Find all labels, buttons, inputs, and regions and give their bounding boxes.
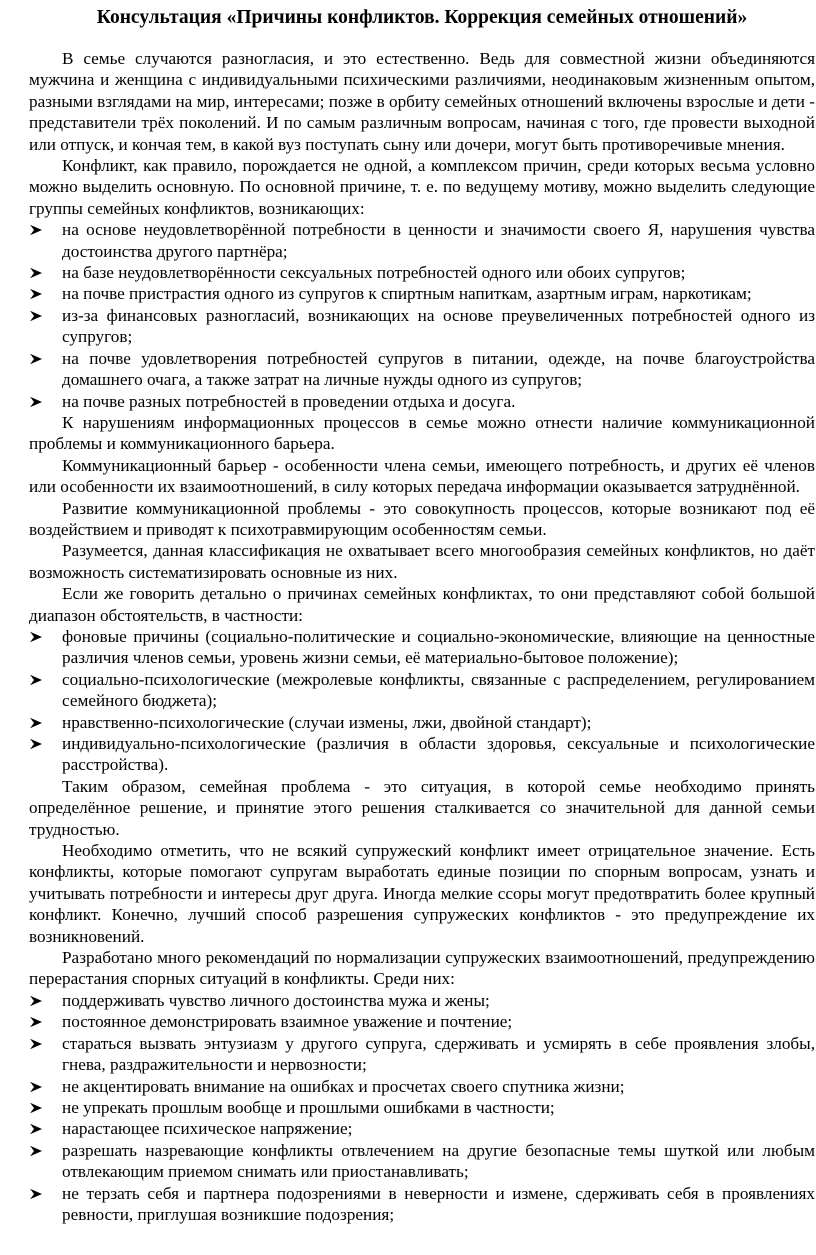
list-item-text: на почве пристрастия одного из супругов к спиртным напиткам, азартным играм, наркотикам; xyxy=(62,284,752,304)
arrowhead-bullet-icon xyxy=(29,1011,45,1032)
arrowhead-bullet-icon xyxy=(29,1033,45,1054)
list-item-text: нравственно-психологические (случаи измены, лжи, двойной стандарт); xyxy=(62,712,592,732)
arrowhead-bullet-icon xyxy=(29,733,45,754)
paragraph: Развитие коммуникационной проблемы - это совокупность процессов, которые возникают под её воздействием и приводят к психотравмирующим особенностям семьи. xyxy=(29,498,815,539)
list-item xyxy=(29,305,815,348)
list-item-text: фоновые причины (социально-политические и социально-экономические, влияющие на ценностные различия членов семьи, уровень жизни семьи, её материально-бытовое положение); xyxy=(62,626,815,668)
list-item-text: поддерживать чувство личного достоинства мужа и жены; xyxy=(62,990,490,1010)
list-item-text: не упрекать прошлым вообще и прошлыми ошибками в частности; xyxy=(62,1097,555,1117)
list-item-text: не акцентировать внимание на ошибках и просчетах своего спутника жизни; xyxy=(62,1076,625,1096)
list-item-text: нарастающее психическое напряжение; xyxy=(62,1119,353,1139)
list-item xyxy=(29,1140,815,1183)
list-item-text: социально-психологические (межролевые конфликты, связанные с распределением, регулированием семейного бюджета); xyxy=(62,669,815,711)
arrowhead-bullet-icon xyxy=(29,348,45,369)
list-item xyxy=(29,1097,815,1118)
bullet-list xyxy=(29,219,815,412)
arrowhead-bullet-icon xyxy=(29,305,45,326)
page-title: Консультация «Причины конфликтов. Коррекция семейных отношений» xyxy=(96,7,748,28)
paragraph: К нарушениям информационных процессов в семье можно отнести наличие коммуникационной проблемы и коммуникационного барьера. xyxy=(29,412,815,454)
list-item-text: индивидуально-психологические (различия в области здоровья, сексуальные и психологические расстройства). xyxy=(62,734,815,775)
list-item xyxy=(29,391,815,412)
paragraph: Разработано много рекомендаций по нормализации супружеских взаимоотношений, предупреждению перерастания спорных ситуаций в конфликты. Среди них: xyxy=(29,948,815,989)
arrowhead-bullet-icon xyxy=(29,262,45,283)
list-item xyxy=(29,712,815,733)
list-item xyxy=(29,990,815,1011)
paragraph: Коммуникационный барьер - особенности члена семьи, имеющего потребность, и других её членов или особенности их взаимоотношений, в силу которых передача информации оказывается затруднённой. xyxy=(29,455,815,497)
paragraph: Разумеется, данная классификация не охватывает всего многообразия семейных конфликтов, но даёт возможность систематизировать основные из них. xyxy=(29,541,815,582)
arrowhead-bullet-icon xyxy=(29,219,45,240)
list-item xyxy=(29,733,815,776)
list-item xyxy=(29,1033,815,1076)
arrowhead-bullet-icon xyxy=(29,391,45,412)
bullet-list xyxy=(29,990,815,1225)
paragraph: Конфликт, как правило, порождается не одной, а комплексом причин, среди которых весьма условно можно выделить основную. По основной причине, т. е. по ведущему мотиву, можно выделить следующие группы семейных конфликтов, возникающих: xyxy=(29,156,815,218)
list-item xyxy=(29,348,815,391)
paragraph: В семье случаются разногласия, и это естественно. Ведь для совместной жизни объединяются мужчина и женщина с индивидуальными психическими различиями, неодинаковым жизненным опытом, разными взглядами на мир, интересами; позже в орбиту семейных отношений включены взрослые и дети - представители трёх поколений. И по самым различным вопросам, начиная с того, где провести выходной или отпуск, и кончая тем, в какой вуз поступать сыну или дочери, могут быть противоречивые мнения. xyxy=(29,49,815,154)
document-page xyxy=(29,6,815,1225)
arrowhead-bullet-icon xyxy=(29,990,45,1011)
paragraph: Необходимо отметить, что не всякий супружеский конфликт имеет отрицательное значение. Есть конфликты, которые помогают супругам выработать единые позиции по спорным вопросам, узнать и учитывать потребности и интересы друг друга. Иногда мелкие ссоры могут предотвратить более крупный конфликт. Конечно, лучший способ разрешения супружеских конфликтов - это предупреждение их возникновений. xyxy=(29,841,815,946)
arrowhead-bullet-icon xyxy=(29,626,45,647)
list-item-text: постоянное демонстрировать взаимное уважение и почтение; xyxy=(62,1012,513,1032)
arrowhead-bullet-icon xyxy=(29,712,45,733)
arrowhead-bullet-icon xyxy=(29,283,45,304)
list-item xyxy=(29,283,815,304)
list-item xyxy=(29,262,815,283)
list-item xyxy=(29,1183,815,1226)
arrowhead-bullet-icon xyxy=(29,1140,45,1161)
paragraph: Таким образом, семейная проблема - это ситуация, в которой семье необходимо принять определённое решение, и принятие этого решения сталкивается со значительной для данной семьи трудностью. xyxy=(29,776,815,839)
list-item-text: на основе неудовлетворённой потребности в ценности и значимости своего Я, нарушения чувства достоинства другого партнёра; xyxy=(62,220,815,261)
list-item-text: на почве удовлетворения потребностей супругов в питании, одежде, на почве благоустройства домашнего очага, а также затрат на личные нужды одного из супругов; xyxy=(62,348,815,390)
list-item-text: из-за финансовых разногласий, возникающих на основе преувеличенных потребностей одного из супругов; xyxy=(62,305,815,347)
list-item xyxy=(29,219,815,262)
list-item-text: стараться вызвать энтузиазм у другого супруга, сдерживать и усмирять в себе проявления злобы, гнева, раздражительности и нервозности; xyxy=(62,1033,815,1075)
list-item-text: на базе неудовлетворённости сексуальных потребностей одного или обоих супругов; xyxy=(62,263,686,283)
list-item-text: не терзать себя и партнера подозрениями в неверности и измене, сдерживать себя в проявлениях ревности, приглушая возникшие подозрения; xyxy=(62,1183,815,1224)
list-item xyxy=(29,1118,815,1139)
bullet-list xyxy=(29,626,815,776)
list-item xyxy=(29,1076,815,1097)
document-body xyxy=(29,48,815,1225)
arrowhead-bullet-icon xyxy=(29,1183,45,1204)
paragraph: Если же говорить детально о причинах семейных конфликтах, то они представляют собой большой диапазон обстоятельств, в частности: xyxy=(29,584,815,625)
list-item-text: на почве разных потребностей в проведении отдыха и досуга. xyxy=(62,391,516,411)
arrowhead-bullet-icon xyxy=(29,669,45,690)
arrowhead-bullet-icon xyxy=(29,1076,45,1097)
arrowhead-bullet-icon xyxy=(29,1118,45,1139)
list-item xyxy=(29,1011,815,1032)
arrowhead-bullet-icon xyxy=(29,1097,45,1118)
list-item xyxy=(29,626,815,669)
list-item-text: разрешать назревающие конфликты отвлечением на другие безопасные темы шуткой или любым отвлекающим приемом снимать или приостанавливать; xyxy=(62,1140,815,1182)
list-item xyxy=(29,669,815,712)
